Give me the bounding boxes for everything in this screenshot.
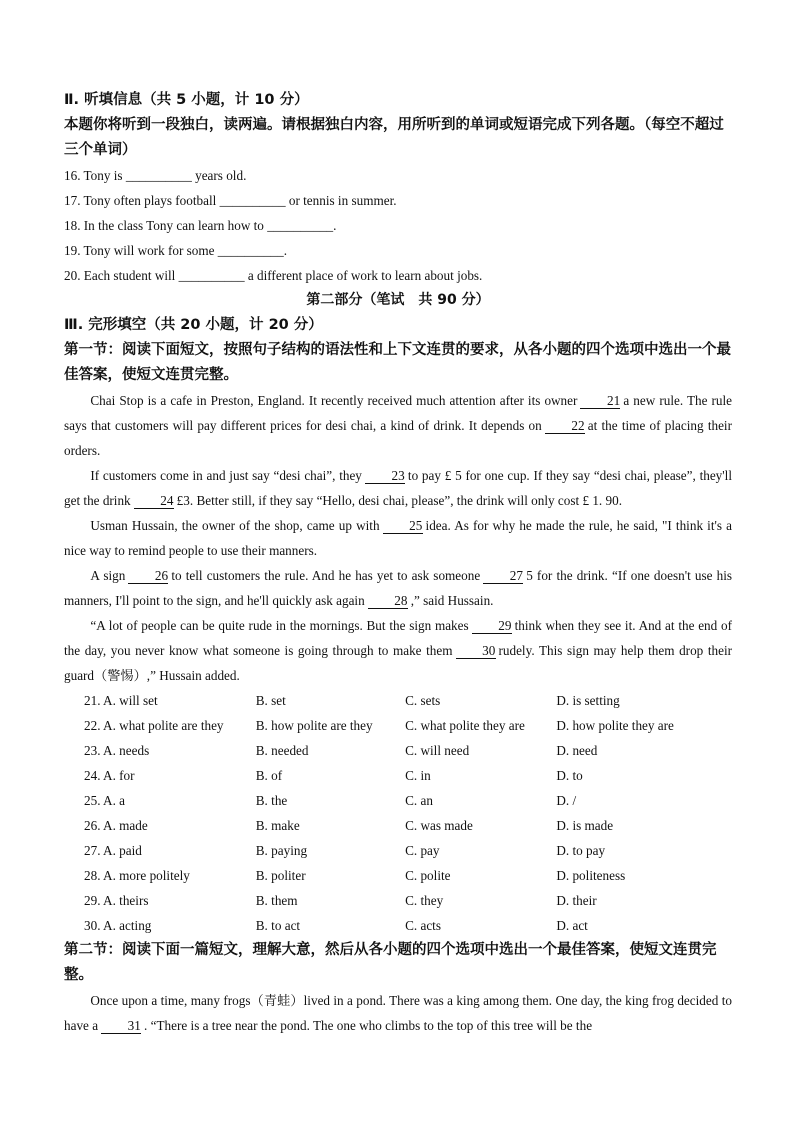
- section-3-sub2-instruction: 第二节：阅读下面一篇短文，理解大意，然后从各小题的四个选项中选出一个最佳答案，使短文连贯完整。: [64, 942, 717, 983]
- options-row-22: 22. A. what polite are they B. how polite are they C. what polite they are D. how polite they are: [84, 718, 674, 733]
- blank-25: 25: [383, 519, 423, 534]
- options-row-26: 26. A. made B. make C. was made D. is made: [84, 818, 614, 833]
- blank-28: 28: [368, 594, 408, 609]
- passage-paragraph-2: If customers come in and just say “desi chai”, they 23 to pay £ 5 for one cup. If they say “desi chai, please”, they'll get the drink 24 £3. Better still, if they say “Hello, desi chai, please”, the drink will only cost £ 1. 90.: [64, 468, 732, 508]
- blank-21: 21: [580, 394, 620, 409]
- question-19: 19. Tony will work for some __________.: [64, 243, 288, 258]
- blank-22: 22: [545, 419, 585, 434]
- blank-23: 23: [365, 469, 405, 484]
- options-row-30: 30. A. acting B. to act C. acts D. act: [84, 918, 588, 933]
- question-16: 16. Tony is __________ years old.: [64, 168, 247, 183]
- options-row-24: 24. A. for B. of C. in D. to: [84, 768, 583, 783]
- blank-24: 24: [134, 494, 174, 509]
- options-row-23: 23. A. needs B. needed C. will need D. need: [84, 743, 598, 758]
- passage-2-paragraph-1: Once upon a time, many frogs（青蛙）lived in a pond. There was a king among them. One day, the king frog decided to have a 31 . “There is a tree near the pond. The one who climbs to the top of this tree will be the: [64, 993, 732, 1033]
- passage-paragraph-1: Chai Stop is a cafe in Preston, England. It recently received much attention after its owner 21 a new rule. The rule says that customers will pay different prices for desi chai, a kind of drink. It depends on 22 at the time of placing their orders.: [64, 393, 732, 458]
- section-3-sub1-instruction: 第一节：阅读下面短文，按照句子结构的语法性和上下文连贯的要求，从各小题的四个选项中选出一个最佳答案，使短文连贯完整。: [64, 342, 731, 383]
- blank-27: 27: [483, 569, 523, 584]
- section-3-title: Ⅲ. 完形填空（共 20 小题，计 20 分）: [64, 317, 323, 333]
- blank-30: 30: [456, 644, 496, 659]
- options-row-28: 28. A. more politely B. politer C. polite D. politeness: [84, 868, 626, 883]
- blank-26: 26: [128, 569, 168, 584]
- passage-paragraph-4: A sign 26 to tell customers the rule. And he has yet to ask someone 27 5 for the drink. “If one doesn't use his manners, I'll point to the sign, and he'll quickly ask again 28 ,” said Hussain.: [64, 568, 732, 608]
- passage-paragraph-3: Usman Hussain, the owner of the shop, came up with 25 idea. As for why he made the rule, he said, "I think it's a nice way to remind people to use their manners.: [64, 518, 732, 558]
- options-row-21: 21. A. will set B. set C. sets D. is setting: [84, 693, 620, 708]
- options-list: [64, 688, 732, 938]
- exam-page: [64, 88, 732, 1038]
- part-2-title: 第二部分（笔试 共 90 分）: [306, 292, 490, 308]
- blank-31: 31: [101, 1019, 141, 1034]
- options-row-29: 29. A. theirs B. them C. they D. their: [84, 893, 597, 908]
- options-row-27: 27. A. paid B. paying C. pay D. to pay: [84, 843, 606, 858]
- section-2-instruction: 本题你将听到一段独白，读两遍。请根据独白内容，用所听到的单词或短语完成下列各题。（每空不超过三个单词）: [64, 117, 724, 158]
- blank-29: 29: [472, 619, 512, 634]
- passage-paragraph-5: “A lot of people can be quite rude in the mornings. But the sign makes 29 think when they see it. And at the end of the day, you never know what someone is going through to make them 30 rudely. This sign may help them drop their guard（警惕）,” Hussain added.: [64, 618, 733, 683]
- question-18: 18. In the class Tony can learn how to __________.: [64, 218, 337, 233]
- options-row-25: 25. A. a B. the C. an D. /: [84, 793, 577, 808]
- section-2-title: Ⅱ. 听填信息（共 5 小题，计 10 分）: [64, 92, 309, 108]
- question-20: 20. Each student will __________ a different place of work to learn about jobs.: [64, 268, 483, 283]
- question-17: 17. Tony often plays football __________ or tennis in summer.: [64, 193, 397, 208]
